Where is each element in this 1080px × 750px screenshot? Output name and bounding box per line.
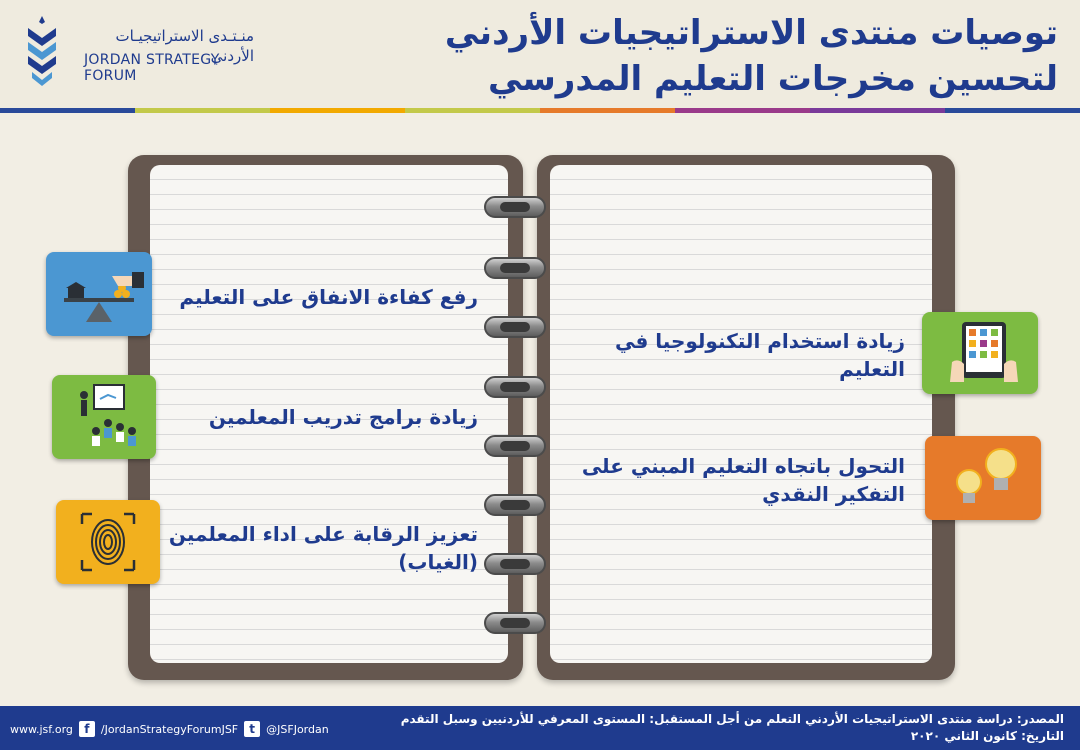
tab-spending — [46, 252, 152, 336]
stripe-segment — [0, 108, 135, 113]
tab-critical-thinking — [925, 436, 1041, 520]
jsf-emblem-icon — [22, 14, 62, 94]
facebook-link[interactable]: /JordanStrategyForumJSF — [100, 722, 239, 736]
binder-ring — [484, 257, 546, 279]
binder-ring — [484, 196, 546, 218]
twitter-icon: t — [244, 721, 260, 737]
tab-technology — [922, 312, 1038, 394]
footer-source — [364, 711, 1064, 745]
teacher-training-icon — [52, 375, 156, 459]
stripe-segment — [675, 108, 810, 113]
recommendation-monitoring-line-1: تعزيز الرقابة على اداء المعلمين — [168, 522, 478, 546]
jsf-logo — [22, 14, 262, 94]
recommendation-critical-thinking — [560, 452, 905, 508]
recommendation-monitoring-line-2: (الغياب) — [398, 550, 478, 574]
website-link[interactable]: www.jsf.org — [10, 722, 73, 736]
source-text: المصدر: دراسة منتدى الاستراتيجيات الأردني التعلم من أجل المستقبل: المستوى المعرفي للأردنيين وسبل التقدم — [400, 712, 1064, 726]
logo-english-text: JORDAN STRATEGY FORUM — [84, 52, 220, 84]
tab-teacher-training — [52, 375, 156, 459]
footer — [0, 706, 1080, 750]
stripe-segment — [945, 108, 1080, 113]
stripe-segment — [810, 108, 945, 113]
money-scale-icon — [46, 252, 152, 336]
page-title — [418, 10, 1058, 102]
recommendation-technology — [560, 327, 905, 383]
header — [0, 0, 1080, 108]
recommendation-monitoring — [160, 520, 478, 576]
binder-ring — [484, 376, 546, 398]
stripe-segment — [135, 108, 270, 113]
stripe-segment — [540, 108, 675, 113]
title-line-2: لتحسين مخرجات التعليم المدرسي — [487, 59, 1058, 99]
header-color-stripe — [0, 108, 1080, 113]
lightbulb-icon — [925, 436, 1041, 520]
tab-monitoring — [56, 500, 160, 584]
binder-ring — [484, 612, 546, 634]
binder-ring — [484, 494, 546, 516]
notebook-right-page — [550, 165, 932, 663]
stripe-segment — [405, 108, 540, 113]
binder-ring — [484, 316, 546, 338]
recommendation-critical-thinking-line-1: التحول باتجاه التعليم المبني على — [581, 454, 905, 478]
binder-ring — [484, 435, 546, 457]
recommendation-technology-line-1: زيادة استخدام التكنولوجيا في — [615, 329, 905, 353]
fingerprint-icon — [56, 500, 160, 584]
recommendation-teacher-training: زيادة برامج تدريب المعلمين — [208, 405, 478, 429]
logo-arabic-text: منـتـدى الاستراتيجيـات الأردني — [115, 27, 254, 65]
title-line-1: توصيات منتدى الاستراتيجيات الأردني — [444, 13, 1058, 53]
recommendation-spending: رفع كفاءة الانفاق على التعليم — [179, 285, 478, 309]
tablet-apps-icon — [922, 312, 1038, 394]
recommendation-technology-line-2: التعليم — [839, 357, 905, 381]
stripe-segment — [270, 108, 405, 113]
social-links — [10, 720, 329, 738]
recommendation-critical-thinking-line-2: التفكير النقدي — [762, 482, 905, 506]
date-text: التاريخ: كانون الثاني ٢٠٢٠ — [910, 729, 1064, 743]
facebook-icon: f — [79, 721, 95, 737]
binder-ring — [484, 553, 546, 575]
twitter-link[interactable]: @JSFJordan — [266, 722, 329, 736]
